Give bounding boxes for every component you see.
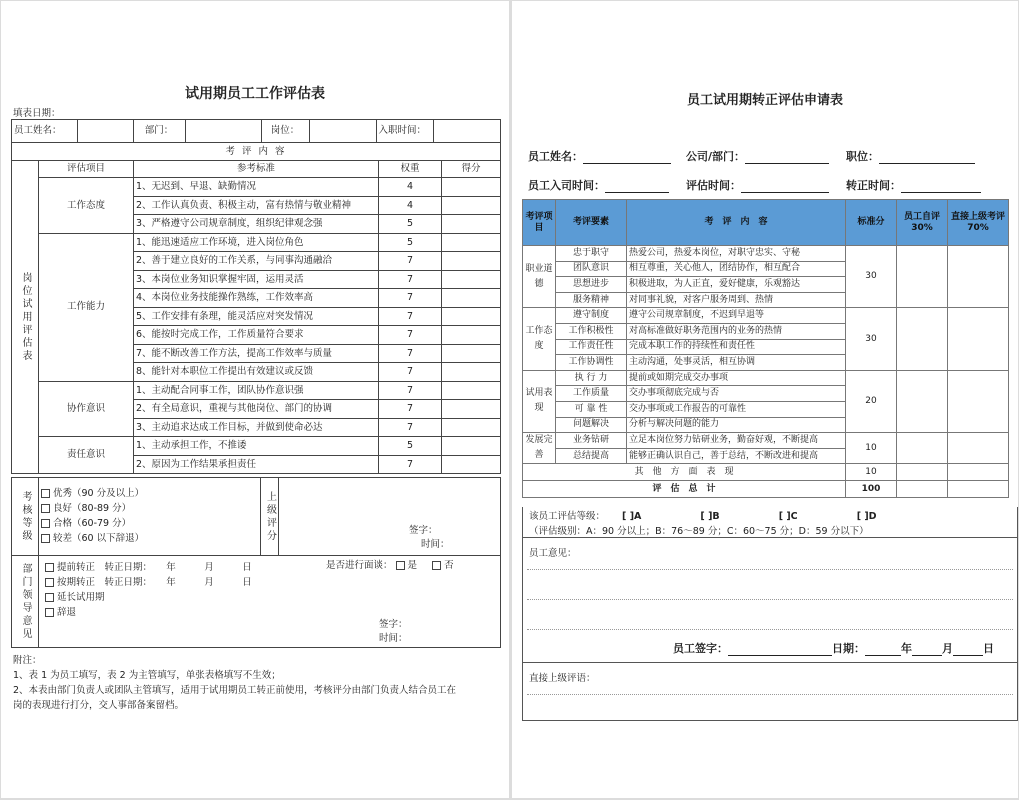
r-superior-score-field[interactable] [948, 433, 1009, 464]
r-superior-score-field[interactable] [948, 308, 1009, 370]
option-extend-trial[interactable]: 延长试用期 [45, 590, 252, 605]
r-factor: 忠于职守 [556, 246, 627, 262]
r-eval-time-field[interactable]: 评估时间： [686, 177, 829, 193]
r-superior-score-field[interactable] [948, 246, 1009, 308]
r-superior-score-field[interactable] [948, 370, 1009, 432]
r-total-row-self-field[interactable] [897, 481, 948, 498]
employee-info-grid [12, 120, 500, 142]
r-factor: 业务钻研 [556, 433, 627, 449]
option-on-time-regular[interactable]: 按期转正 转正日期： 年 月 日 [45, 575, 252, 590]
r-bottom-area [522, 507, 1018, 721]
right-form-title: 员工试用期转正评估申请表 [686, 93, 843, 108]
r-factor: 执 行 力 [556, 370, 627, 386]
r-factor-row [523, 433, 1009, 449]
grade-and-opinion-table [11, 477, 501, 648]
criteria-score-field[interactable] [442, 381, 501, 400]
superior-sign-area[interactable] [279, 478, 501, 556]
r-other-row-score: 10 [846, 464, 897, 481]
criteria-text: 5、工作安排有条理，能灵活应对突发情况 [134, 307, 379, 326]
department-field[interactable] [185, 120, 261, 142]
superior-score-label: 上级评分 [261, 478, 279, 556]
group-name: 协作意识 [39, 381, 134, 437]
r-category: 试用表现 [523, 370, 556, 432]
r-factor: 团队意识 [556, 261, 627, 277]
r-standard-score: 20 [846, 370, 897, 432]
criteria-text: 3、主动追求达成工作目标，并做到使命必达 [134, 418, 379, 437]
hire-date-field[interactable] [433, 120, 500, 142]
r-factor: 总结提高 [556, 448, 627, 464]
group-name: 责任意识 [39, 437, 134, 474]
criteria-score-field[interactable] [442, 363, 501, 382]
criteria-weight: 7 [379, 270, 442, 289]
criteria-text: 7、能不断改善工作方法，提高工作效率与质量 [134, 344, 379, 363]
criteria-row [12, 437, 501, 456]
criteria-weight: 7 [379, 326, 442, 345]
dept-sign-area[interactable]: 签字： 时间： [379, 619, 408, 644]
criteria-weight: 7 [379, 289, 442, 308]
criteria-weight: 4 [379, 196, 442, 215]
side-label: 岗位试用评估表 [12, 161, 39, 474]
position-field[interactable] [309, 120, 376, 142]
r-header-factor: 考评要素 [556, 200, 627, 246]
r-factor: 工作质量 [556, 386, 627, 402]
r-header-standard: 标准分 [846, 200, 897, 246]
r-self-score-field[interactable] [897, 370, 948, 432]
interview-question: 是否进行面谈： 是 否 [326, 560, 454, 571]
employee-info-row [12, 120, 501, 143]
r-total-row [523, 481, 1009, 498]
criteria-score-field[interactable] [442, 400, 501, 419]
criteria-weight: 7 [379, 418, 442, 437]
regularization-eval-table [522, 199, 1009, 498]
grade-option-poor[interactable]: 较差（60 以下辞退） [41, 531, 258, 546]
r-standard-score: 10 [846, 433, 897, 464]
criteria-weight: 5 [379, 233, 442, 252]
criteria-text: 2、有全局意识，重视与其他岗位、部门的协调 [134, 400, 379, 419]
criteria-score-field[interactable] [442, 215, 501, 234]
r-content: 热爱公司，热爱本岗位，对职守忠实、守秘 [627, 246, 846, 262]
r-self-score-field[interactable] [897, 246, 948, 308]
option-early-regular[interactable]: 提前转正 转正日期： 年 月 日 [45, 560, 252, 575]
r-hire-field[interactable]: 员工入司时间： [528, 177, 669, 193]
criteria-score-field[interactable] [442, 289, 501, 308]
r-grade-a[interactable]: [ ]A [622, 511, 642, 522]
r-total-row-score: 100 [846, 481, 897, 498]
criteria-weight: 4 [379, 178, 442, 197]
trial-evaluation-table [11, 119, 501, 474]
r-self-score-field[interactable] [897, 433, 948, 464]
r-total-row-label: 评 估 总 计 [523, 481, 846, 498]
criteria-text: 1、主动承担工作，不推诿 [134, 437, 379, 456]
criteria-text: 1、无迟到、早退、缺勤情况 [134, 178, 379, 197]
criteria-text: 3、本岗位业务知识掌握牢固，运用灵活 [134, 270, 379, 289]
criteria-score-field[interactable] [442, 307, 501, 326]
r-other-row-label: 其 他 方 面 表 现 [523, 464, 846, 481]
criteria-text: 3、严格遵守公司规章制度，组织纪律观念强 [134, 215, 379, 234]
criteria-score-field[interactable] [442, 270, 501, 289]
criteria-weight: 7 [379, 400, 442, 419]
criteria-row [12, 381, 501, 400]
time-label: 时间： [421, 539, 450, 550]
r-content: 积极进取，为人正直，爱好健康，乐观豁达 [627, 277, 846, 293]
col-header-score: 得分 [442, 161, 501, 178]
r-header-self: 员工自评 30% [897, 200, 948, 246]
employee-name-label: 员工姓名： [12, 120, 77, 142]
criteria-weight: 7 [379, 381, 442, 400]
criteria-weight: 7 [379, 455, 442, 474]
r-factor-row [523, 370, 1009, 386]
criteria-weight: 7 [379, 307, 442, 326]
note-2: 2、本表由部门负责人或团队主管填写，适用于试用期员工转正前使用，考核评分由部门负责人结合员工在 [13, 685, 457, 696]
col-header-item: 评估项目 [39, 161, 134, 178]
evaluation-content-header: 考 评 内 容 [12, 143, 501, 161]
r-position-field[interactable]: 职位： [846, 148, 975, 164]
criteria-score-field[interactable] [442, 344, 501, 363]
r-factor: 工作积极性 [556, 323, 627, 339]
note-1: 1、表 1 为员工填写，表 2 为主管填写，单张表格填写不生效； [13, 670, 281, 681]
grade-label: 考核等级 [12, 478, 39, 556]
r-grade-note: （评估级别：A：90 分以上；B：76～89 分；C：60～75 分；D：59 分以下） [529, 526, 869, 537]
criteria-weight: 7 [379, 252, 442, 271]
grade-option-excellent[interactable]: 优秀（90 分及以上） [41, 486, 258, 501]
r-factor: 可 靠 性 [556, 401, 627, 417]
r-factor: 问题解决 [556, 417, 627, 433]
r-content: 立足本岗位努力钻研业务，勤奋好观，不断提高 [627, 433, 846, 449]
r-content: 交办事项彻底完成与否 [627, 386, 846, 402]
option-dismiss[interactable]: 辞退 [45, 605, 252, 620]
r-category: 职业道德 [523, 246, 556, 308]
criteria-score-field[interactable] [442, 178, 501, 197]
r-factor: 工作责任性 [556, 339, 627, 355]
r-category: 工作态度 [523, 308, 556, 370]
r-content: 对同事礼貌，对客户服务周到、热情 [627, 292, 846, 308]
group-name: 工作能力 [39, 233, 134, 381]
r-header-category: 考评项目 [523, 200, 556, 246]
r-standard-score: 30 [846, 308, 897, 370]
r-other-row [523, 464, 1009, 481]
hire-date-label: 入职时间： [376, 120, 433, 142]
criteria-text: 1、主动配合同事工作，团队协作意识强 [134, 381, 379, 400]
criteria-text: 6、能按时完成工作，工作质量符合要求 [134, 326, 379, 345]
position-label: 岗位： [261, 120, 309, 142]
r-self-score-field[interactable] [897, 308, 948, 370]
r-header-superior: 直接上级考评 70% [948, 200, 1009, 246]
r-header-row [523, 200, 1009, 246]
r-content: 遵守公司规章制度，不迟到早退等 [627, 308, 846, 324]
notes [13, 653, 456, 713]
r-content: 相互尊重，关心他人，团结协作，相互配合 [627, 261, 846, 277]
r-content: 交办事项或工作报告的可靠性 [627, 401, 846, 417]
group-name: 工作态度 [39, 178, 134, 234]
r-opinion-label: 员工意见： [529, 548, 577, 559]
criteria-text: 2、善于建立良好的工作关系，与同事沟通融洽 [134, 252, 379, 271]
r-content: 能够正确认识自己，善于总结，不断改进和提高 [627, 448, 846, 464]
r-other-row-superior-field[interactable] [948, 464, 1009, 481]
criteria-row [12, 178, 501, 197]
r-sign-line[interactable]: 员工签字： 日期： 年 月 日 [673, 642, 994, 655]
r-category: 发展完善 [523, 433, 556, 464]
grade-options [39, 478, 261, 556]
sign-label: 签字： [409, 525, 438, 536]
r-standard-score: 30 [846, 246, 897, 308]
r-content: 完成本职工作的持续性和责任性 [627, 339, 846, 355]
r-content: 分析与解决问题的能力 [627, 417, 846, 433]
criteria-score-field[interactable] [442, 252, 501, 271]
dept-opinion-label: 部门领导意见 [12, 556, 39, 648]
left-form-page [1, 1, 509, 798]
criteria-weight: 5 [379, 215, 442, 234]
criteria-text: 2、工作认真负责、积极主动，富有热情与敬业精神 [134, 196, 379, 215]
fill-date-label: 填表日期： [13, 108, 61, 119]
r-factor: 思想进步 [556, 277, 627, 293]
r-total-row-superior-field[interactable] [948, 481, 1009, 498]
r-factor-row [523, 308, 1009, 324]
criteria-text: 2、原因为工作结果承担责任 [134, 455, 379, 474]
r-grade-c[interactable]: [ ]C [778, 511, 798, 522]
col-header-standard: 参考标准 [134, 161, 379, 178]
r-dept-field[interactable]: 公司/部门： [686, 148, 829, 164]
criteria-row [12, 233, 501, 252]
r-name-field[interactable]: 员工姓名： [528, 148, 671, 164]
criteria-score-field[interactable] [442, 233, 501, 252]
employee-name-field[interactable] [77, 120, 133, 142]
interview-yes[interactable]: 是 [396, 560, 418, 571]
grade-option-pass[interactable]: 合格（60-79 分） [41, 516, 258, 531]
criteria-text: 8、能针对本职位工作提出有效建议或反馈 [134, 363, 379, 382]
r-factor: 服务精神 [556, 292, 627, 308]
r-grade-line: 该员工评估等级： [ ]A [ ]B [ ]C [ ]D [529, 511, 877, 522]
note-3: 岗的表现进行打分，交人事部备案留档。 [13, 700, 185, 711]
left-form-title: 试用期员工工作评估表 [185, 86, 325, 102]
r-content: 主动沟通，处事灵活，相互协调 [627, 355, 846, 371]
r-grade-b[interactable]: [ ]B [700, 511, 720, 522]
r-other-row-self-field[interactable] [897, 464, 948, 481]
criteria-text: 1、能迅速适应工作环境，进入岗位角色 [134, 233, 379, 252]
col-header-weight: 权重 [379, 161, 442, 178]
criteria-weight: 7 [379, 344, 442, 363]
r-regular-time-field[interactable]: 转正时间： [846, 177, 981, 193]
department-label: 部门： [133, 120, 185, 142]
r-factor: 遵守制度 [556, 308, 627, 324]
criteria-weight: 5 [379, 437, 442, 456]
dept-opinion-area [39, 556, 501, 648]
criteria-score-field[interactable] [442, 196, 501, 215]
interview-no[interactable]: 否 [432, 560, 454, 571]
r-superior-comment-label: 直接上级评语： [529, 673, 596, 684]
criteria-score-field[interactable] [442, 418, 501, 437]
column-header-row [12, 161, 501, 178]
notes-title: 附注： [13, 655, 42, 666]
right-form-page [512, 1, 1018, 798]
r-header-content: 考 评 内 容 [627, 200, 846, 246]
r-grade-d[interactable]: [ ]D [856, 511, 877, 522]
criteria-text: 4、本岗位业务技能操作熟练，工作效率高 [134, 289, 379, 308]
criteria-score-field[interactable] [442, 326, 501, 345]
grade-option-good[interactable]: 良好（80-89 分） [41, 501, 258, 516]
r-content: 提前或如期完成交办事项 [627, 370, 846, 386]
r-factor-row [523, 246, 1009, 262]
criteria-weight: 7 [379, 363, 442, 382]
criteria-score-field[interactable] [442, 437, 501, 456]
r-content: 对高标准做好职务范围内的业务的热情 [627, 323, 846, 339]
r-factor: 工作协调性 [556, 355, 627, 371]
criteria-score-field[interactable] [442, 455, 501, 474]
